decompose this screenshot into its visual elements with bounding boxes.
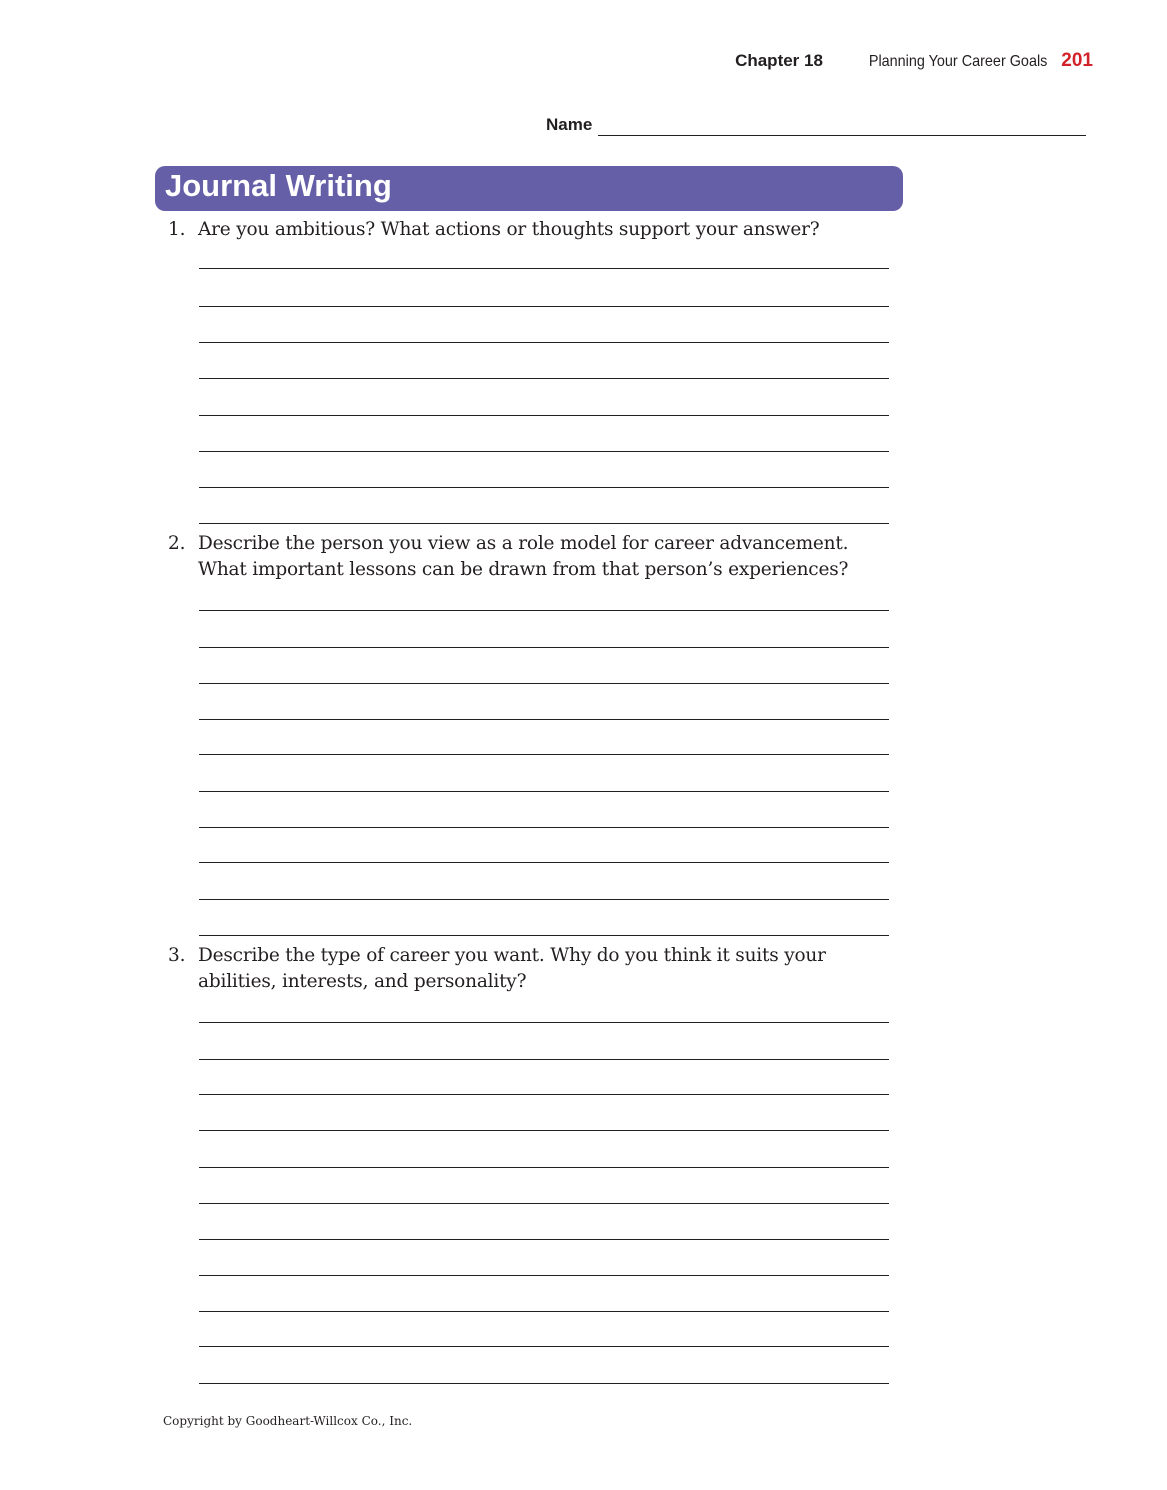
page-header	[735, 50, 1093, 78]
question-text: Describe the person you view as a role model for career advancement.	[198, 533, 849, 554]
chapter-title: Planning Your Career Goals	[868, 53, 1048, 70]
answer-line[interactable]	[199, 610, 889, 611]
question-text: abilities, interests, and personality?	[198, 971, 527, 992]
question-number: 1.	[168, 219, 186, 240]
answer-line[interactable]	[199, 487, 889, 488]
answer-line[interactable]	[199, 523, 889, 524]
answer-line[interactable]	[199, 862, 889, 863]
answer-line[interactable]	[199, 683, 889, 684]
answer-line[interactable]	[199, 1059, 889, 1060]
answer-line[interactable]	[199, 1130, 889, 1131]
answer-line[interactable]	[199, 899, 889, 900]
answer-line[interactable]	[199, 935, 889, 936]
question-2	[168, 531, 898, 583]
question-text: Are you ambitious? What actions or thoughts support your answer?	[198, 219, 820, 240]
name-row	[546, 114, 1086, 136]
answer-line[interactable]	[199, 1346, 889, 1347]
answer-line[interactable]	[199, 719, 889, 720]
chapter-label: Chapter 18	[735, 51, 823, 70]
question-number: 3.	[168, 945, 186, 966]
name-field[interactable]	[598, 118, 1086, 136]
answer-line[interactable]	[199, 1383, 889, 1384]
question-number: 2.	[168, 533, 186, 554]
answer-line[interactable]	[199, 1022, 889, 1023]
answer-line[interactable]	[199, 827, 889, 828]
answer-line[interactable]	[199, 1311, 889, 1312]
answer-line[interactable]	[199, 791, 889, 792]
answer-line[interactable]	[199, 268, 889, 269]
answer-line[interactable]	[199, 306, 889, 307]
copyright-footer: Copyright by Goodheart-Willcox Co., Inc.	[163, 1414, 413, 1428]
answer-line[interactable]	[199, 754, 889, 755]
answer-line[interactable]	[199, 1203, 889, 1204]
answer-line[interactable]	[199, 1167, 889, 1168]
page-number: 201	[1061, 50, 1093, 71]
name-label: Name	[546, 115, 593, 134]
answer-line[interactable]	[199, 1239, 889, 1240]
answer-line[interactable]	[199, 451, 889, 452]
question-1	[168, 217, 898, 243]
answer-line[interactable]	[199, 378, 889, 379]
question-3	[168, 943, 898, 995]
answer-line[interactable]	[199, 342, 889, 343]
question-text: Describe the type of career you want. Why do you think it suits your	[198, 945, 826, 966]
answer-line[interactable]	[199, 647, 889, 648]
answer-line[interactable]	[199, 415, 889, 416]
answer-line[interactable]	[199, 1094, 889, 1095]
section-banner	[155, 166, 903, 211]
question-text: What important lessons can be drawn from that person’s experiences?	[198, 559, 849, 580]
answer-line[interactable]	[199, 1275, 889, 1276]
section-title: Journal Writing	[165, 168, 392, 203]
